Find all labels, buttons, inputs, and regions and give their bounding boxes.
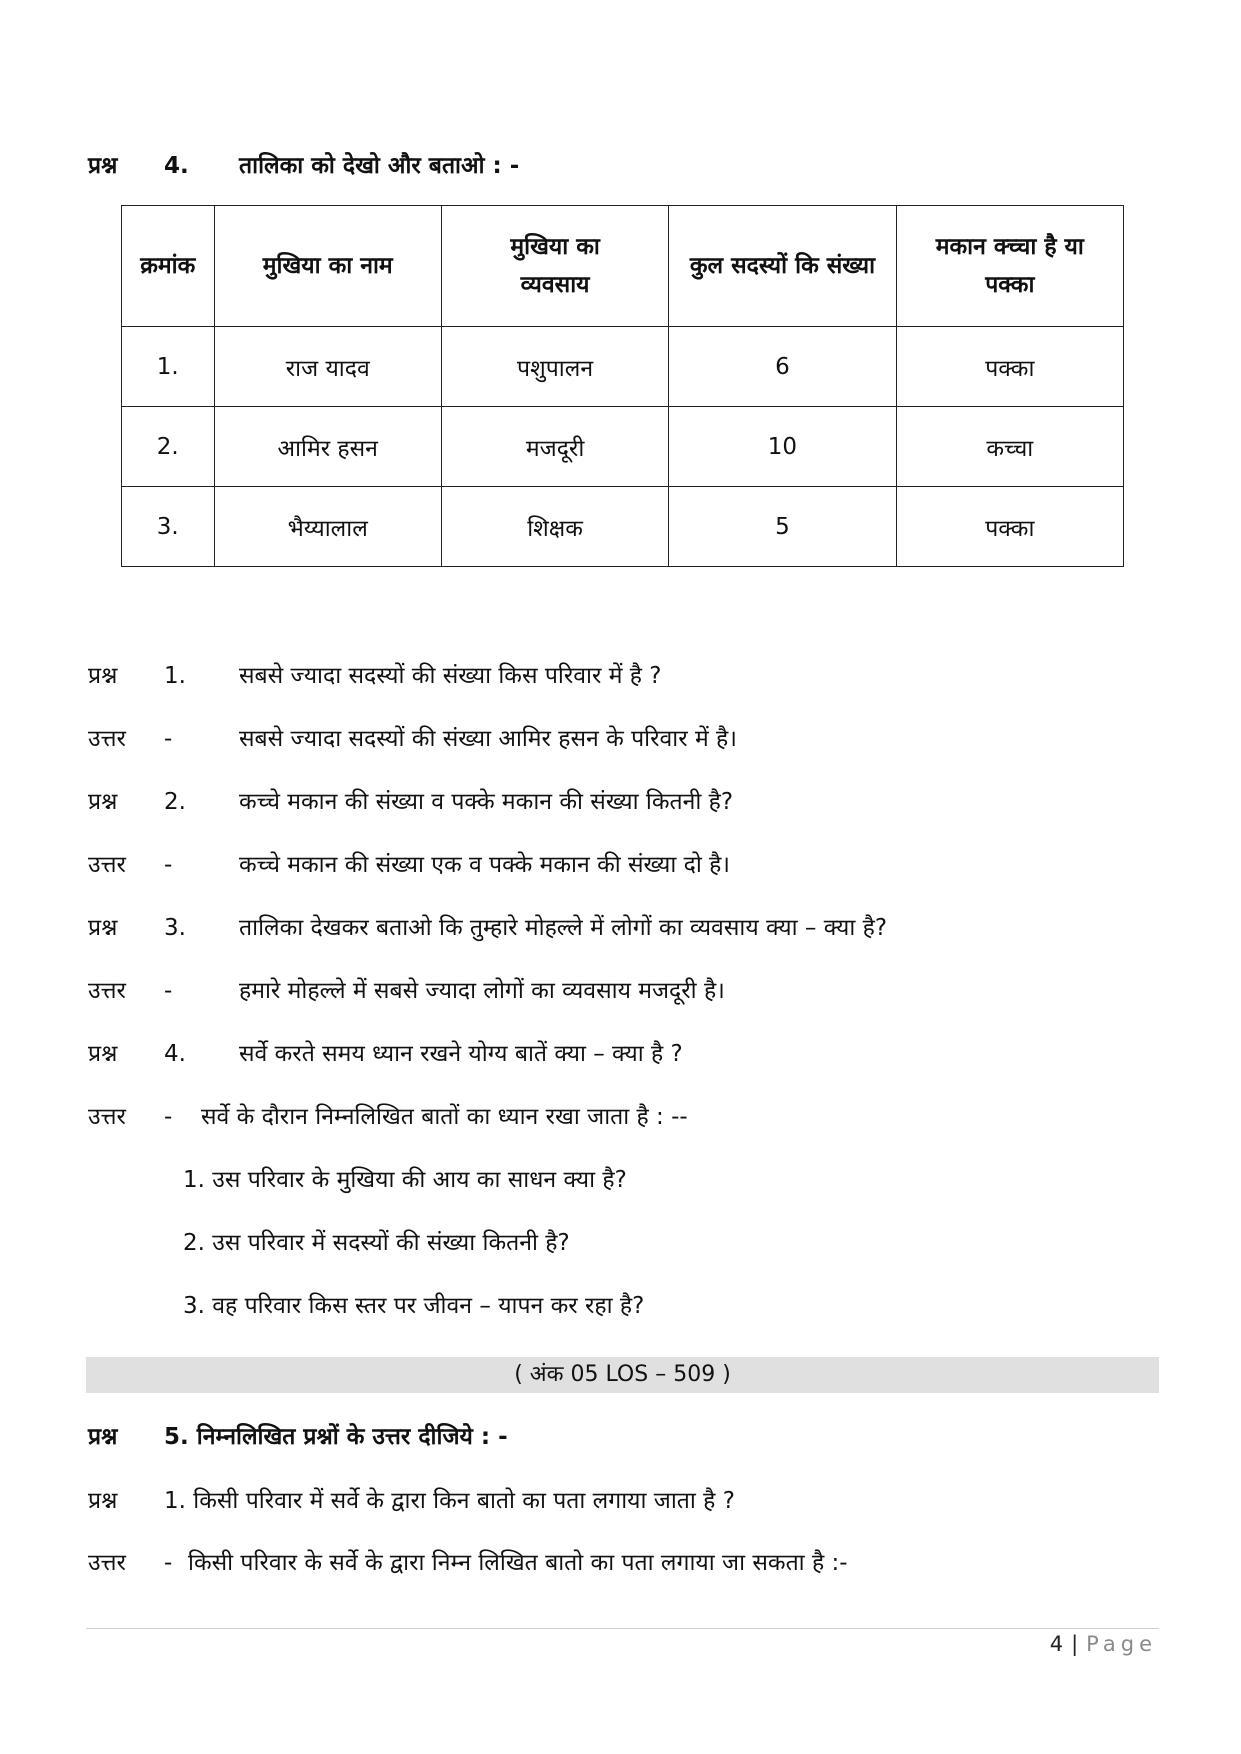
q5-heading-text: 5. निम्नलिखित प्रश्नों के उत्तर दीजिये : - (164, 1424, 508, 1450)
qa-number: 3. (164, 915, 186, 941)
cell-occupation: शिक्षक (441, 487, 668, 567)
answer-4-text: सर्वे के दौरान निम्नलिखित बातों का ध्यान रखा जाता है : -- (201, 1104, 688, 1130)
header-serial: क्रमांक (122, 206, 215, 327)
q5-answer-dash: - (164, 1550, 173, 1576)
header-house-type: मकान क्च्चा है या पक्का (896, 206, 1123, 327)
qa-label: उत्तर (88, 852, 126, 878)
header-occupation: मुखिया का व्यवसाय (441, 206, 668, 327)
qa-number: 2. (164, 789, 186, 815)
cell-house-type: पक्का (896, 327, 1123, 407)
page-footer (1050, 1632, 1157, 1656)
qa-label: प्रश्न (88, 1041, 118, 1067)
q4-heading-number: 4. (164, 153, 189, 179)
answer-4-item-2: 2. उस परिवार में सदस्यों की संख्या कितनी है? (183, 1230, 570, 1256)
qa-text: कच्चे मकान की संख्या व पक्के मकान की संख्या कितनी है? (239, 789, 734, 815)
cell-members: 10 (669, 407, 896, 487)
footer-separator: | (1071, 1632, 1079, 1656)
table-header-row (122, 206, 1124, 327)
cell-house-type: कच्चा (896, 407, 1123, 487)
qa-text: तालिका देखकर बताओ कि तुम्हारे मोहल्ले में लोगों का व्यवसाय क्या – क्या है? (239, 915, 888, 941)
answer-4-dash: - (164, 1104, 173, 1130)
cell-occupation: मजदूरी (441, 407, 668, 487)
cell-members: 5 (669, 487, 896, 567)
footer-rule (86, 1628, 1159, 1629)
qa-label: प्रश्न (88, 915, 118, 941)
cell-head-name: राज यादव (214, 327, 441, 407)
qa-text: हमारे मोहल्ले में सबसे ज्यादा लोगों का व्यवसाय मजदूरी है। (239, 978, 725, 1004)
cell-members: 6 (669, 327, 896, 407)
qa-label: उत्तर (88, 978, 126, 1004)
cell-serial: 1. (122, 327, 215, 407)
qa-dash: - (164, 852, 173, 878)
qa-number: 1. (164, 663, 186, 689)
qa-text: कच्चे मकान की संख्या एक व पक्के मकान की संख्या दो है। (239, 852, 731, 878)
q4-heading-text: तालिका को देखो और बताओ : - (239, 153, 520, 179)
household-table (121, 205, 1124, 567)
table-row (122, 407, 1124, 487)
page-number: 4 (1049, 1632, 1064, 1656)
answer-4-item-3: 3. वह परिवार किस स्तर पर जीवन – यापन कर रहा है? (183, 1293, 645, 1319)
cell-head-name: आमिर हसन (214, 407, 441, 487)
qa-text: सर्वे करते समय ध्यान रखने योग्य बातें क्या – क्या है ? (239, 1041, 683, 1067)
q5-question-text: 1. किसी परिवार में सर्वे के द्वारा किन बातो का पता लगाया जाता है ? (164, 1488, 735, 1514)
marks-band: ( अंक 05 LOS – 509 ) (86, 1357, 1159, 1393)
table-row (122, 487, 1124, 567)
cell-occupation: पशुपालन (441, 327, 668, 407)
q5-answer-text: किसी परिवार के सर्वे के द्वारा निम्न लिखित बातो का पता लगाया जा सकता है :- (188, 1550, 848, 1576)
answer-4-item-1: 1. उस परिवार के मुखिया की आय का साधन क्या है? (183, 1167, 627, 1193)
page-label: Page (1086, 1632, 1157, 1656)
table-row (122, 327, 1124, 407)
q5-answer-label: उत्तर (88, 1550, 126, 1576)
qa-label: प्रश्न (88, 789, 118, 815)
cell-serial: 3. (122, 487, 215, 567)
cell-serial: 2. (122, 407, 215, 487)
cell-house-type: पक्का (896, 487, 1123, 567)
header-head-name: मुखिया का नाम (214, 206, 441, 327)
qa-number: 4. (164, 1041, 186, 1067)
answer-4-label: उत्तर (88, 1104, 126, 1130)
q5-question-label: प्रश्न (88, 1488, 118, 1514)
qa-text: सबसे ज्यादा सदस्यों की संख्या आमिर हसन के परिवार में है। (239, 726, 737, 752)
q4-heading-label: प्रश्न (88, 153, 118, 179)
qa-dash: - (164, 978, 173, 1004)
qa-label: प्रश्न (88, 663, 118, 689)
qa-text: सबसे ज्यादा सदस्यों की संख्या किस परिवार में है ? (239, 663, 662, 689)
qa-label: उत्तर (88, 726, 126, 752)
q5-heading-label: प्रश्न (88, 1424, 118, 1450)
cell-head-name: भैय्यालाल (214, 487, 441, 567)
qa-dash: - (164, 726, 173, 752)
header-members: कुल सदस्यों कि संख्या (669, 206, 896, 327)
